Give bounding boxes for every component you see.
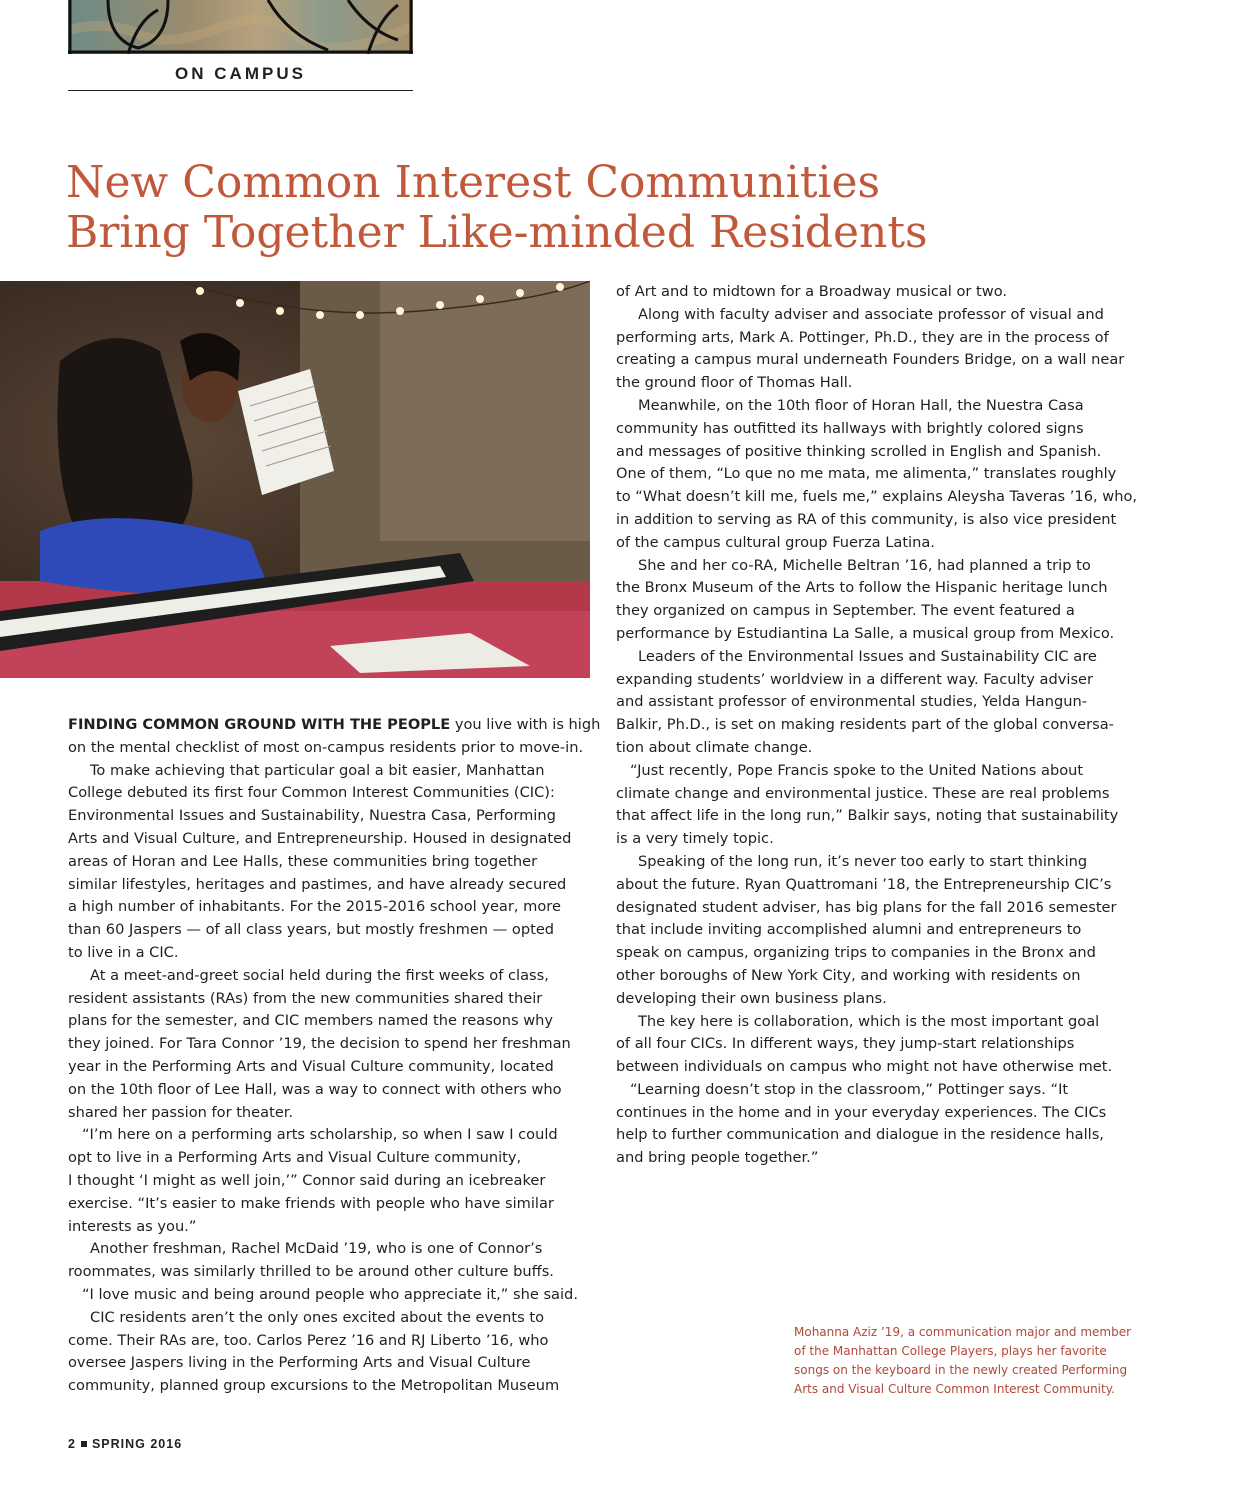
text-line: you live with is high [450,716,601,733]
text-line: exercise. “It’s easier to make friends with people who have similar [68,1194,554,1212]
text-line: interests as you.” [68,1217,197,1235]
text-line: of all four CICs. In different ways, they jump-start relationships [616,1035,1075,1053]
folio-square-separator [81,1441,87,1447]
text-line: on the 10th floor of Lee Hall, was a way to connect with others who [68,1080,562,1098]
text-line: of the campus cultural group Fuerza Latina. [616,533,935,551]
headline-line-2: Bring Together Like-minded Residents [66,207,928,258]
text-line: and bring people together.” [616,1149,819,1167]
text-line: to “What doesn’t kill me, fuels me,” explains Aleysha Taveras ’16, who, [616,488,1138,506]
header-photo-gate [68,0,413,54]
text-line: Leaders of the Environmental Issues and Sustainability CIC are [638,647,1097,665]
text-line: Another freshman, Rachel McDaid ’19, who is one of Connor’s [90,1240,543,1258]
text-line: One of them, “Lo que no me mata, me alimenta,” translates roughly [616,465,1117,483]
text-line: than 60 Jaspers — of all class years, but mostly freshmen — opted [68,921,555,939]
text-line: performing arts, Mark A. Pottinger, Ph.D., they are in the process of [616,328,1109,346]
text-line: I thought ‘I might as well join,’” Connor said during an icebreaker [68,1171,546,1189]
text-line: they organized on campus in September. The event featured a [616,602,1075,620]
text-line: about the future. Ryan Quattromani ’18, the Entrepreneurship CIC’s [616,875,1112,893]
text-line: the ground floor of Thomas Hall. [616,374,853,392]
text-line: come. Their RAs are, too. Carlos Perez ’16 and RJ Liberto ’16, who [68,1331,549,1349]
text-line: She and her co-RA, Michelle Beltran ’16, had planned a trip to [638,556,1091,574]
headline-line-1: New Common Interest Communities [66,157,881,208]
text-line: expanding students’ worldview in a different way. Faculty adviser [616,670,1094,688]
text-line: of Art and to midtown for a Broadway musical or two. [616,283,1008,300]
text-line: “Learning doesn’t stop in the classroom,” Pottinger says. “It [630,1080,1069,1098]
text-line: is a very timely topic. [616,830,774,848]
text-line: areas of Horan and Lee Halls, these communities bring together [68,852,538,870]
text-line: The key here is collaboration, which is the most important goal [638,1012,1100,1030]
text-line: Balkir, Ph.D., is set on making residents part of the global conversa- [616,716,1114,734]
text-line: Along with faculty adviser and associate professor of visual and [638,305,1104,323]
text-line: continues in the home and in your everyday experiences. The CICs [616,1103,1107,1121]
text-line: on the mental checklist of most on-campus residents prior to move-in. [68,738,584,756]
article-body-right-column [616,281,1141,1170]
article-photo-student-keyboard [0,281,590,678]
text-line: year in the Performing Arts and Visual Culture community, located [68,1057,554,1075]
article-headline [66,158,1166,258]
text-line: and assistant professor of environmental studies, Yelda Hangun- [616,693,1088,711]
text-line: and messages of positive thinking scrolled in English and Spanish. [616,442,1102,460]
text-line: similar lifestyles, heritages and pastimes, and have already secured [68,875,567,893]
text-line: between individuals on campus who might not have otherwise met. [616,1058,1113,1076]
photo-caption [794,1323,1139,1399]
text-line: tion about climate change. [616,738,813,756]
text-line: other boroughs of New York City, and working with residents on [616,966,1081,984]
text-line: resident assistants (RAs) from the new communities shared their [68,989,543,1007]
text-line: they joined. For Tara Connor ’19, the decision to spend her freshman [68,1035,571,1053]
text-line: performance by Estudiantina La Salle, a musical group from Mexico. [616,624,1115,642]
text-line: Environmental Issues and Sustainability, Nuestra Casa, Performing [68,807,556,825]
article-body-left-column [68,714,601,1398]
text-line: College debuted its first four Common Interest Communities (CIC): [68,784,555,802]
section-divider [68,90,413,91]
text-line: a high number of inhabitants. For the 2015-2016 school year, more [68,898,561,916]
text-line: To make achieving that particular goal a bit easier, Manhattan [90,761,545,779]
paragraph-lead [68,714,601,737]
text-line: creating a campus mural underneath Founders Bridge, on a wall near [616,351,1125,369]
text-line: community has outfitted its hallways with brightly colored signs [616,419,1084,437]
text-line: shared her passion for theater. [68,1103,294,1121]
caption-line: songs on the keyboard in the newly created Performing [794,1363,1128,1377]
page-folio [68,1437,182,1451]
text-line: plans for the semester, and CIC members named the reasons why [68,1012,554,1030]
text-line: in addition to serving as RA of this community, is also vice president [616,510,1117,528]
caption-line: Arts and Visual Culture Common Interest Community. [794,1382,1115,1396]
caption-line: of the Manhattan College Players, plays her favorite [794,1344,1107,1358]
text-line: opt to live in a Performing Arts and Visual Culture community, [68,1149,522,1167]
text-line: roommates, was similarly thrilled to be around other culture buffs. [68,1263,554,1281]
text-line: that include inviting accomplished alumni and entrepreneurs to [616,921,1082,939]
text-line: to live in a CIC. [68,943,179,961]
text-line: developing their own business plans. [616,989,887,1007]
text-line: community, planned group excursions to the Metropolitan Museum [68,1377,560,1395]
text-line: At a meet-and-greet social held during the first weeks of class, [90,966,549,984]
lead-in: FINDING COMMON GROUND WITH THE PEOPLE [68,716,451,733]
text-line: CIC residents aren’t the only ones excited about the events to [90,1308,545,1326]
text-line: the Bronx Museum of the Arts to follow the Hispanic heritage lunch [616,579,1108,597]
issue-label: SPRING 2016 [91,1437,183,1451]
page-number: 2 [68,1437,76,1451]
text-line: “I love music and being around people who appreciate it,” she said. [82,1285,578,1303]
text-line: that affect life in the long run,” Balkir says, noting that sustainability [616,807,1119,825]
text-line: “I’m here on a performing arts scholarship, so when I saw I could [82,1126,558,1144]
text-line: speak on campus, organizing trips to companies in the Bronx and [616,944,1096,962]
caption-line: Mohanna Aziz ’19, a communication major and member [794,1325,1132,1339]
text-line: oversee Jaspers living in the Performing Arts and Visual Culture [68,1354,531,1372]
text-line: help to further communication and dialogue in the residence halls, [616,1126,1104,1144]
section-label: ON CAMPUS [175,64,306,83]
text-line: designated student adviser, has big plans for the fall 2016 semester [616,898,1117,916]
text-line: Speaking of the long run, it’s never too early to start thinking [638,852,1088,870]
text-line: Arts and Visual Culture, and Entrepreneurship. Housed in designated [68,829,572,847]
text-line: “Just recently, Pope Francis spoke to the United Nations about [630,761,1084,779]
text-line: Meanwhile, on the 10th floor of Horan Hall, the Nuestra Casa [638,396,1084,414]
text-line: climate change and environmental justice. These are real problems [616,784,1110,802]
